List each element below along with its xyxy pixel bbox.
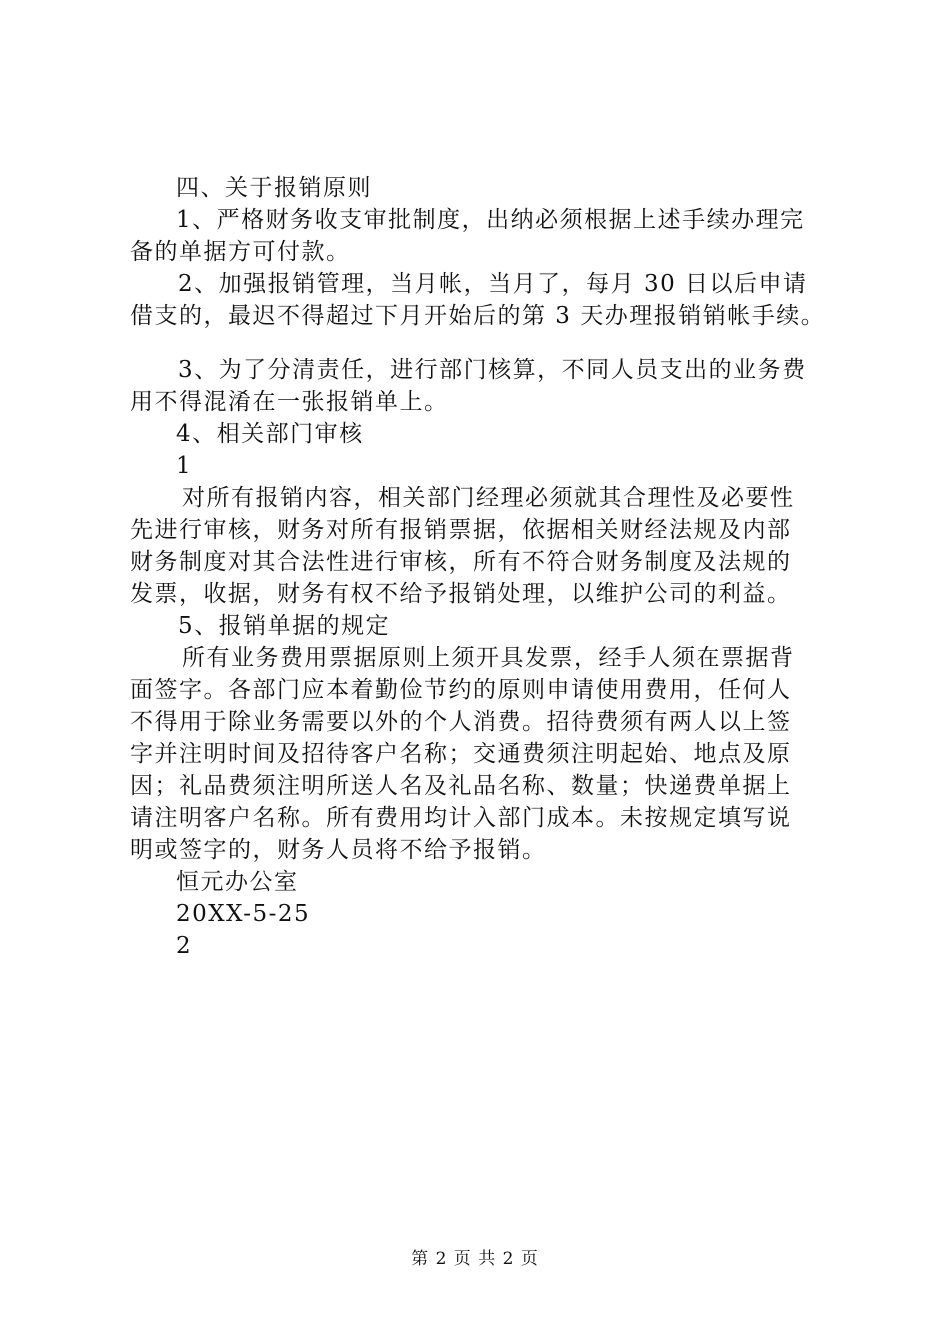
signature-date: 20XX-5-25 [176,901,311,927]
signature-office: 恒元办公室 [176,869,299,895]
item5-line1: 所有业务费用票据原则上须开具发票，经手人须在票据背 [182,645,795,671]
item1-line2: 备的单据方可付款。 [130,239,351,265]
page-footer: 第 2 页 共 2 页 [411,1249,539,1269]
item3-line2: 用不得混淆在一张报销单上。 [130,389,449,415]
item4-line3: 财务制度对其合法性进行审核，所有不符合财务制度及法规的 [130,549,792,575]
page-marker-2: 2 [176,933,193,959]
item4-line1: 对所有报销内容，相关部门经理必须就其合理性及必要性 [182,485,795,511]
item4-line4: 发票，收据，财务有权不给予报销处理，以维护公司的利益。 [130,581,792,607]
item5-line6: 请注明客户名称。所有费用均计入部门成本。未按规定填写说 [130,805,792,831]
item5-heading: 5、报销单据的规定 [178,613,391,639]
item3-line1: 3、为了分清责任，进行部门核算，不同人员支出的业务费 [178,357,807,383]
item5-line2: 面签字。各部门应本着勤俭节约的原则申请使用费用，任何人 [130,677,792,703]
item4-heading: 4、相关部门审核 [176,421,364,447]
item5-line7: 明或签字的，财务人员将不给予报销。 [130,837,547,863]
item5-line5: 因；礼品费须注明所送人名及礼品名称、数量；快递费单据上 [130,773,792,799]
item4-line2: 先进行审核，财务对所有报销票据，依据相关财经法规及内部 [130,517,792,543]
item2-line1: 2、加强报销管理，当月帐，当月了，每月 30 日以后申请 [178,271,808,297]
paragraph-gap [130,332,830,354]
item1-line1: 1、严格财务收支审批制度，出纳必须根据上述手续办理完 [176,207,805,233]
section-heading: 四、关于报销原则 [176,175,372,201]
item5-line4: 字并注明时间及招待客户名称；交通费须注明起始、地点及原 [130,741,792,767]
page-marker-1: 1 [176,453,193,479]
item2-line2: 借支的，最迟不得超过下月开始后的第 3 天办理报销销帐手续。 [130,303,826,329]
document-body [130,172,830,962]
item5-line3: 不得用于除业务需要以外的个人消费。招待费须有两人以上签 [130,709,792,735]
